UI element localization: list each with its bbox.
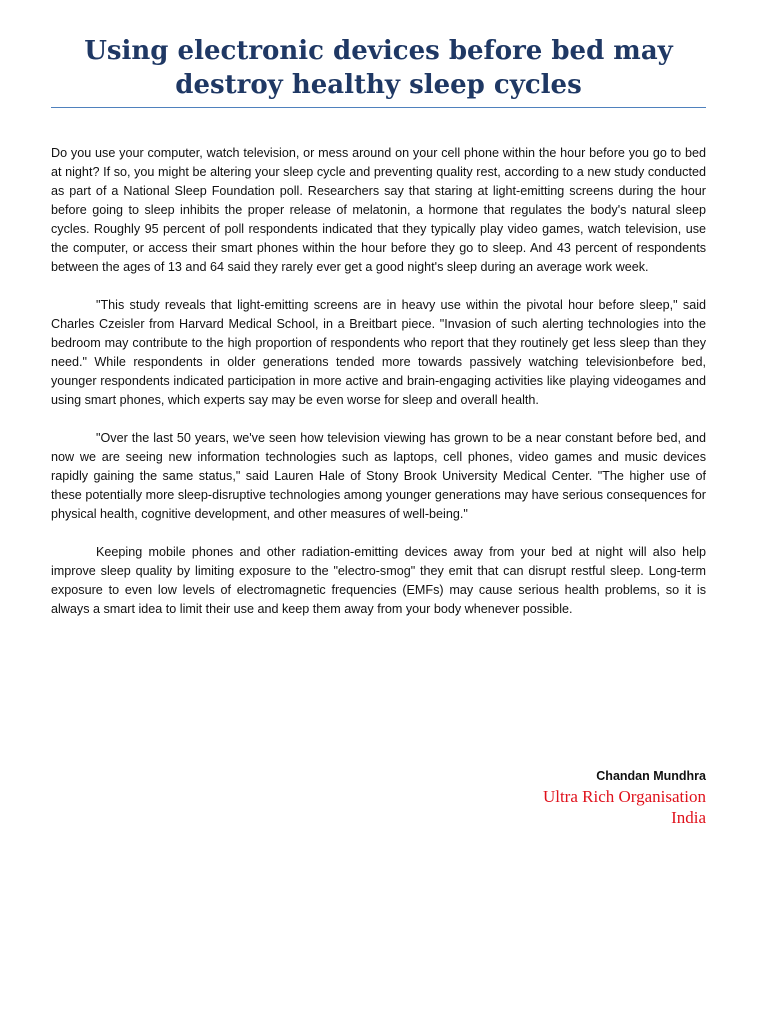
paragraph-4: Keeping mobile phones and other radiation-emitting devices away from your bed at night will also help improve sleep quality by limiting exposure to the "electro-smog" they emit that can disrupt restful sleep. Long-term exposure to even low levels of electromagnetic frequencies (EMFs) may cause serious health problems, so it is always a smart idea to limit their use and keep them away from your body whenever possible. — [51, 545, 706, 616]
author-organisation: Ultra Rich Organisation — [542, 787, 706, 806]
author-country: India — [671, 808, 706, 827]
document-title: Using electronic devices before bed may destroy healthy sleep cycles — [84, 36, 673, 100]
paragraph-2: "This study reveals that light-emitting screens are in heavy use within the pivotal hour before sleep," said Charles Czeisler from Harvard Medical School, in a Breitbart piece. "Invasion of such alerting technologies into the bedroom may contribute to the high proportion of respondents who report that they routinely get less sleep than they need." While respondents in older generations tended more towards passively watching televisionbefore bed, younger respondents indicated participation in more active and brain-engaging activities like playing videogames and using smart phones, which experts say may be even worse for sleep and overall health. — [51, 298, 706, 407]
paragraph-3: "Over the last 50 years, we've seen how television viewing has grown to be a near constant before bed, and now we are seeing new information technologies such as laptops, cell phones, video games and music devices rapidly gaining the same status," said Lauren Hale of Stony Brook University Medical Center. "The higher use of these potentially more sleep-disruptive technologies among younger generations may have serious consequences for physical health, cognitive development, and other measures of well-being." — [51, 431, 706, 521]
paragraph-1: Do you use your computer, watch television, or mess around on your cell phone within the hour before you go to bed at night? If so, you might be altering your sleep cycle and preventing quality rest, according to a new study conducted as part of a National Sleep Foundation poll. Researchers say that staring at light-emitting screens during the hour before going to sleep inhibits the proper release of melatonin, a hormone that regulates the body's natural sleep cycles. Roughly 95 percent of poll respondents indicated that they typically play video games, watch television, use the computer, or access their smart phones within the hour before they go to sleep. And 43 percent of respondents between the ages of 13 and 64 said they rarely ever get a good night's sleep during an average work week. — [51, 146, 706, 274]
title-divider — [51, 107, 706, 108]
article-body — [51, 144, 706, 638]
author-name: Chandan Mundhra — [596, 769, 706, 783]
